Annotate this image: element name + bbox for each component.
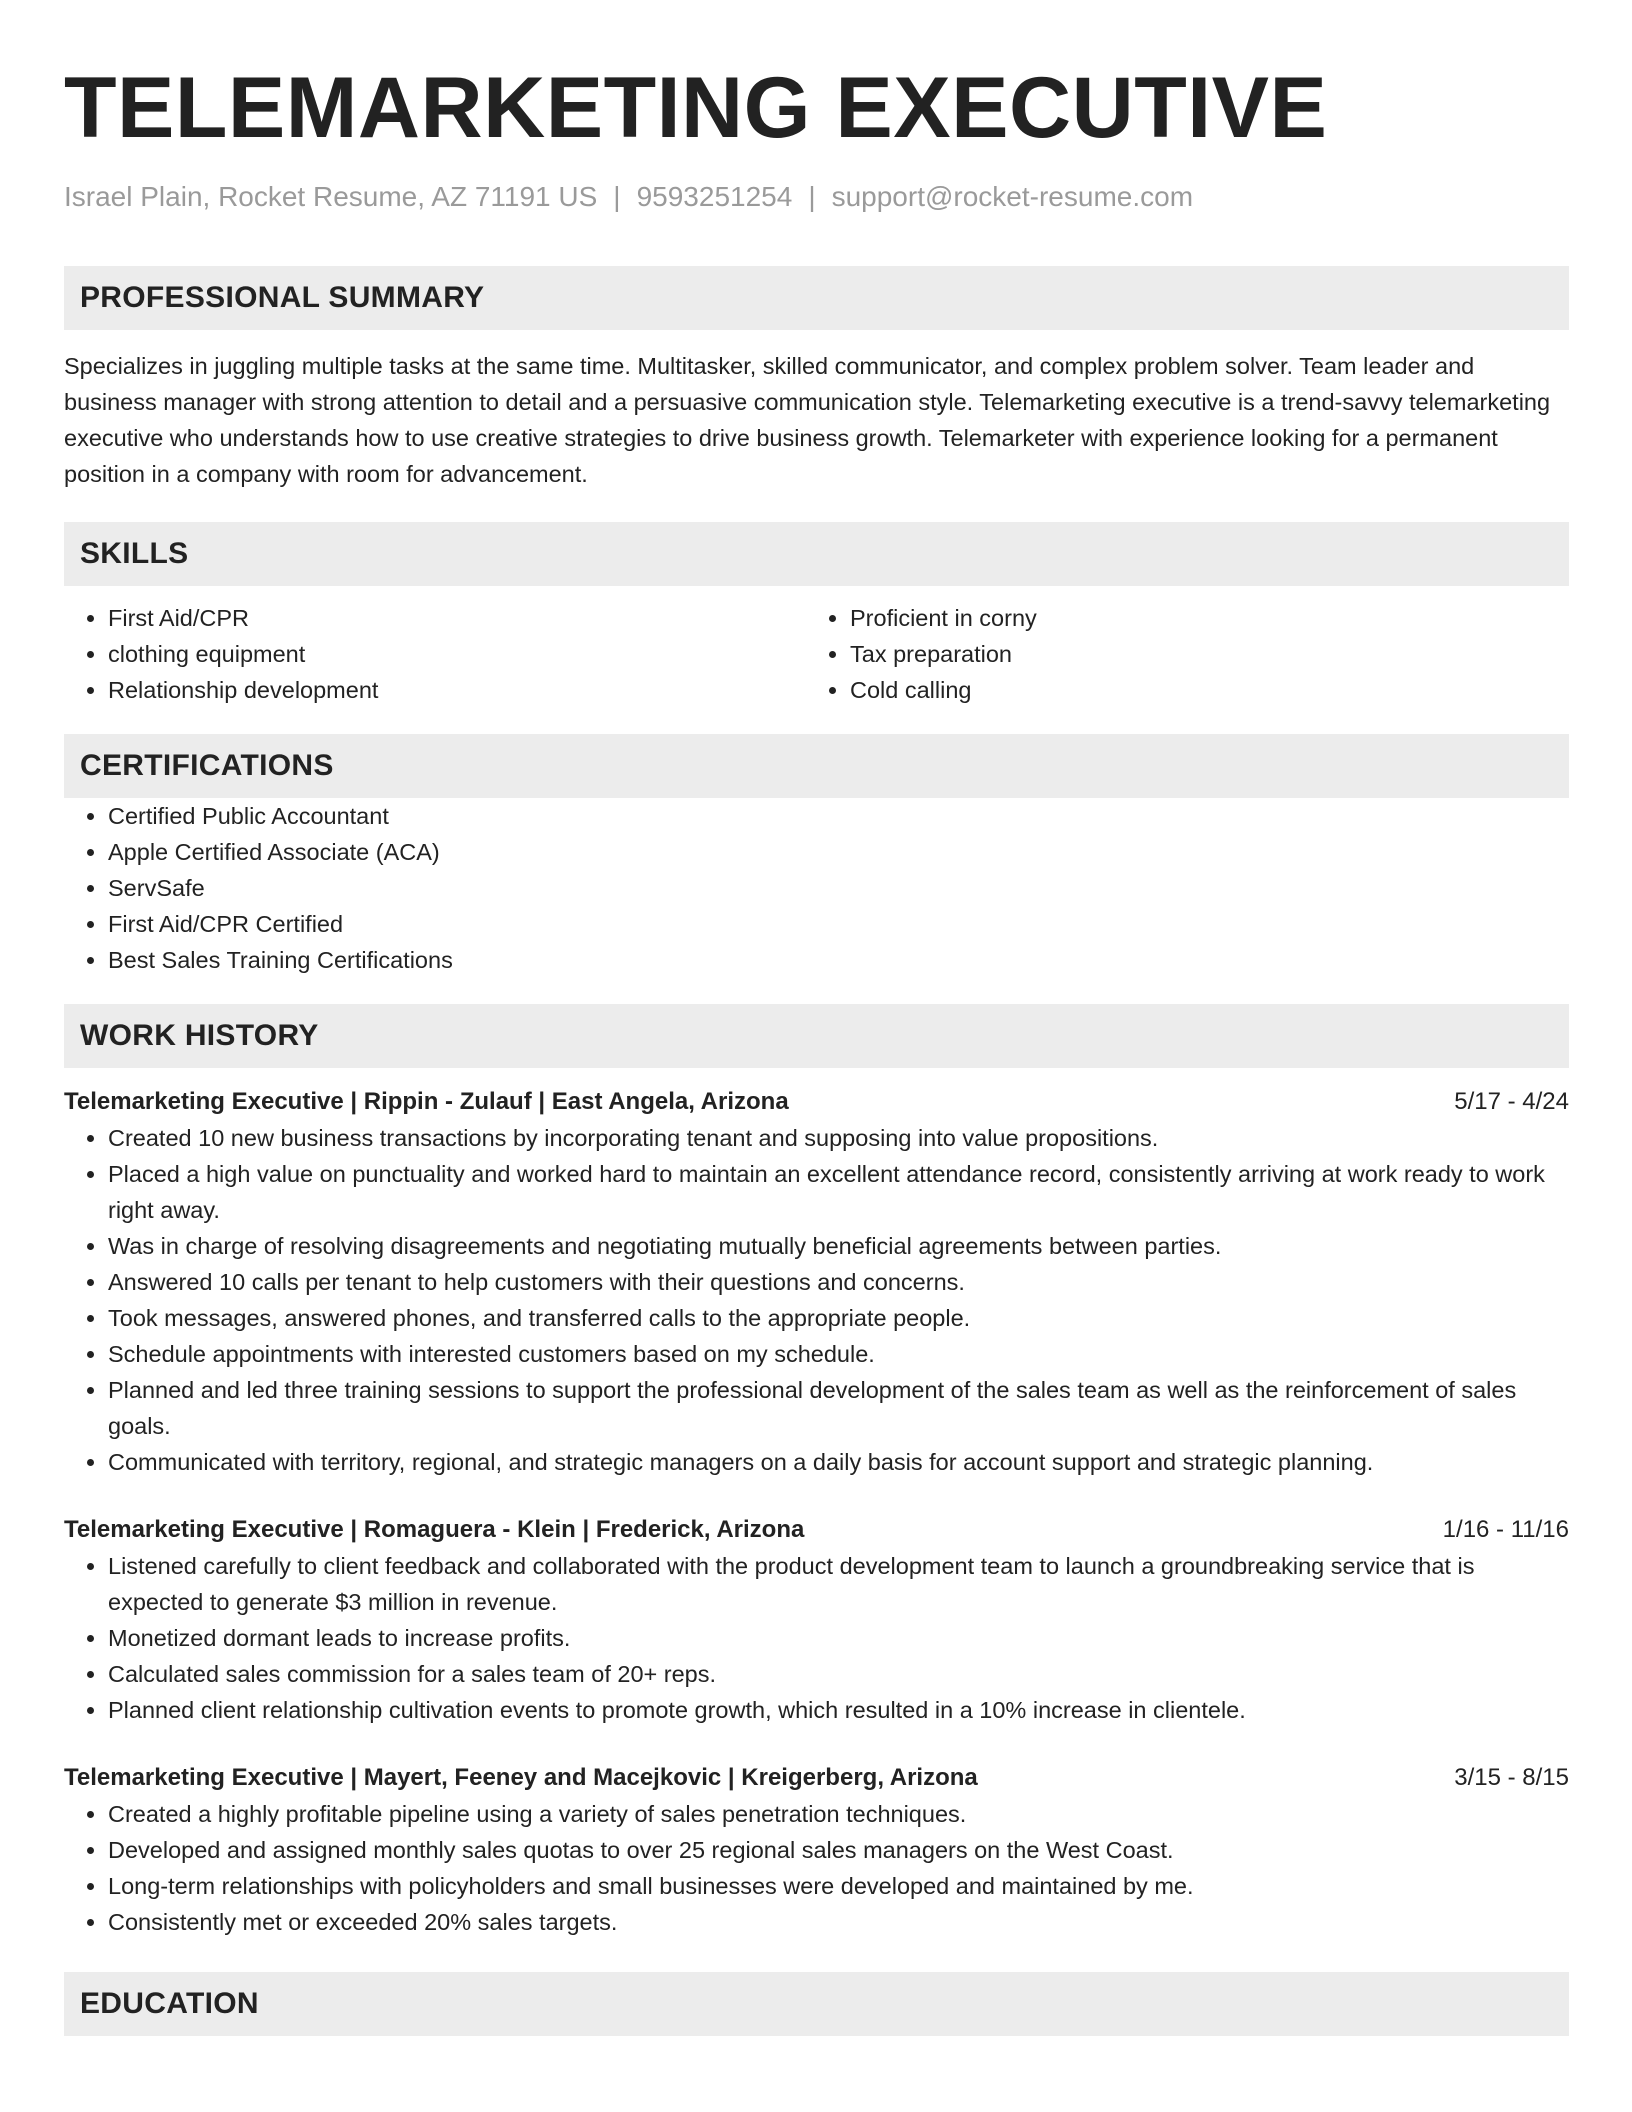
section-header-work-history: WORK HISTORY bbox=[64, 1004, 1569, 1068]
resume-name: TELEMARKETING EXECUTIVE bbox=[64, 60, 1328, 156]
skill-item: • Relationship development bbox=[108, 672, 806, 708]
contact-address: Israel Plain, Rocket Resume, AZ 71191 US bbox=[64, 181, 598, 212]
certification-item: • ServSafe bbox=[108, 870, 1569, 906]
skill-item: • clothing equipment bbox=[108, 636, 806, 672]
certification-item: • Certified Public Accountant bbox=[108, 798, 1569, 834]
job-bullet: • Developed and assigned monthly sales quotas to over 25 regional sales managers on the West Coast. bbox=[108, 1832, 1569, 1868]
job-bullet: • Took messages, answered phones, and transferred calls to the appropriate people. bbox=[108, 1300, 1569, 1336]
certification-item: • Best Sales Training Certifications bbox=[108, 942, 1569, 978]
job-bullets bbox=[64, 1548, 1569, 1728]
skill-item: • Cold calling bbox=[850, 672, 1548, 708]
skills-column-right bbox=[806, 600, 1548, 708]
job-bullet: • Created 10 new business transactions by incorporating tenant and supposing into value propositions. bbox=[108, 1120, 1569, 1156]
certification-item: • Apple Certified Associate (ACA) bbox=[108, 834, 1569, 870]
contact-separator: | bbox=[613, 181, 621, 212]
contact-email: support@rocket-resume.com bbox=[831, 181, 1194, 212]
job-entry bbox=[64, 1760, 1569, 1940]
section-header-certifications: CERTIFICATIONS bbox=[64, 734, 1569, 798]
job-bullets bbox=[64, 1120, 1569, 1480]
job-bullet: • Consistently met or exceeded 20% sales targets. bbox=[108, 1904, 1569, 1940]
certifications-list bbox=[64, 798, 1569, 978]
job-dates: 1/16 - 11/16 bbox=[1442, 1516, 1569, 1543]
job-title-row bbox=[64, 1084, 1569, 1120]
job-title: Telemarketing Executive | Romaguera - Klein | Frederick, Arizona bbox=[64, 1516, 805, 1543]
contact-separator: | bbox=[808, 181, 816, 212]
job-title: Telemarketing Executive | Mayert, Feeney and Macejkovic | Kreigerberg, Arizona bbox=[64, 1764, 978, 1791]
job-title-row bbox=[64, 1760, 1569, 1796]
skill-item: • Tax preparation bbox=[850, 636, 1548, 672]
job-title-row bbox=[64, 1512, 1569, 1548]
job-dates: 5/17 - 4/24 bbox=[1454, 1088, 1569, 1115]
job-bullet: • Communicated with territory, regional, and strategic managers on a daily basis for account support and strategic planning. bbox=[108, 1444, 1569, 1480]
summary-text: Specializes in juggling multiple tasks at the same time. Multitasker, skilled communicator, and complex problem solver. Team leader and business manager with strong attention to detail and a persuasive communication style. Telemarketing executive is a trend-savvy telemarketing executive who understands how to use creative strategies to drive business growth. Telemarketer with experience looking for a permanent position in a company with room for advancement. bbox=[64, 353, 1551, 487]
contact-phone: 9593251254 bbox=[636, 181, 793, 212]
section-header-skills: SKILLS bbox=[64, 522, 1569, 586]
certification-item: • First Aid/CPR Certified bbox=[108, 906, 1569, 942]
job-dates: 3/15 - 8/15 bbox=[1454, 1764, 1569, 1791]
section-header-summary: PROFESSIONAL SUMMARY bbox=[64, 266, 1569, 330]
job-bullet: • Calculated sales commission for a sales team of 20+ reps. bbox=[108, 1656, 1569, 1692]
job-bullet: • Listened carefully to client feedback and collaborated with the product development team to launch a groundbreaking service that is expected to generate $3 million in revenue. bbox=[108, 1548, 1569, 1620]
job-bullet: • Schedule appointments with interested customers based on my schedule. bbox=[108, 1336, 1569, 1372]
job-entry bbox=[64, 1084, 1569, 1480]
job-entry bbox=[64, 1512, 1569, 1728]
job-bullet: • Placed a high value on punctuality and worked hard to maintain an excellent attendance record, consistently arriving at work ready to work right away. bbox=[108, 1156, 1569, 1228]
contact-line bbox=[64, 180, 1569, 214]
job-bullet: • Long-term relationships with policyholders and small businesses were developed and maintained by me. bbox=[108, 1868, 1569, 1904]
skill-item: • First Aid/CPR bbox=[108, 600, 806, 636]
job-bullet: • Answered 10 calls per tenant to help customers with their questions and concerns. bbox=[108, 1264, 1569, 1300]
section-header-education: EDUCATION bbox=[64, 1972, 1569, 2036]
job-bullet: • Planned client relationship cultivation events to promote growth, which resulted in a 10% increase in clientele. bbox=[108, 1692, 1569, 1728]
job-bullet: • Monetized dormant leads to increase profits. bbox=[108, 1620, 1569, 1656]
job-bullet: • Created a highly profitable pipeline using a variety of sales penetration techniques. bbox=[108, 1796, 1569, 1832]
job-bullet: • Was in charge of resolving disagreements and negotiating mutually beneficial agreements between parties. bbox=[108, 1228, 1569, 1264]
job-title: Telemarketing Executive | Rippin - Zulauf | East Angela, Arizona bbox=[64, 1088, 789, 1115]
skills-column-left bbox=[64, 600, 806, 708]
job-bullets bbox=[64, 1796, 1569, 1940]
skills-grid bbox=[64, 600, 1569, 708]
job-bullet: • Planned and led three training sessions to support the professional development of the sales team as well as the reinforcement of sales goals. bbox=[108, 1372, 1569, 1444]
skill-item: • Proficient in corny bbox=[850, 600, 1548, 636]
